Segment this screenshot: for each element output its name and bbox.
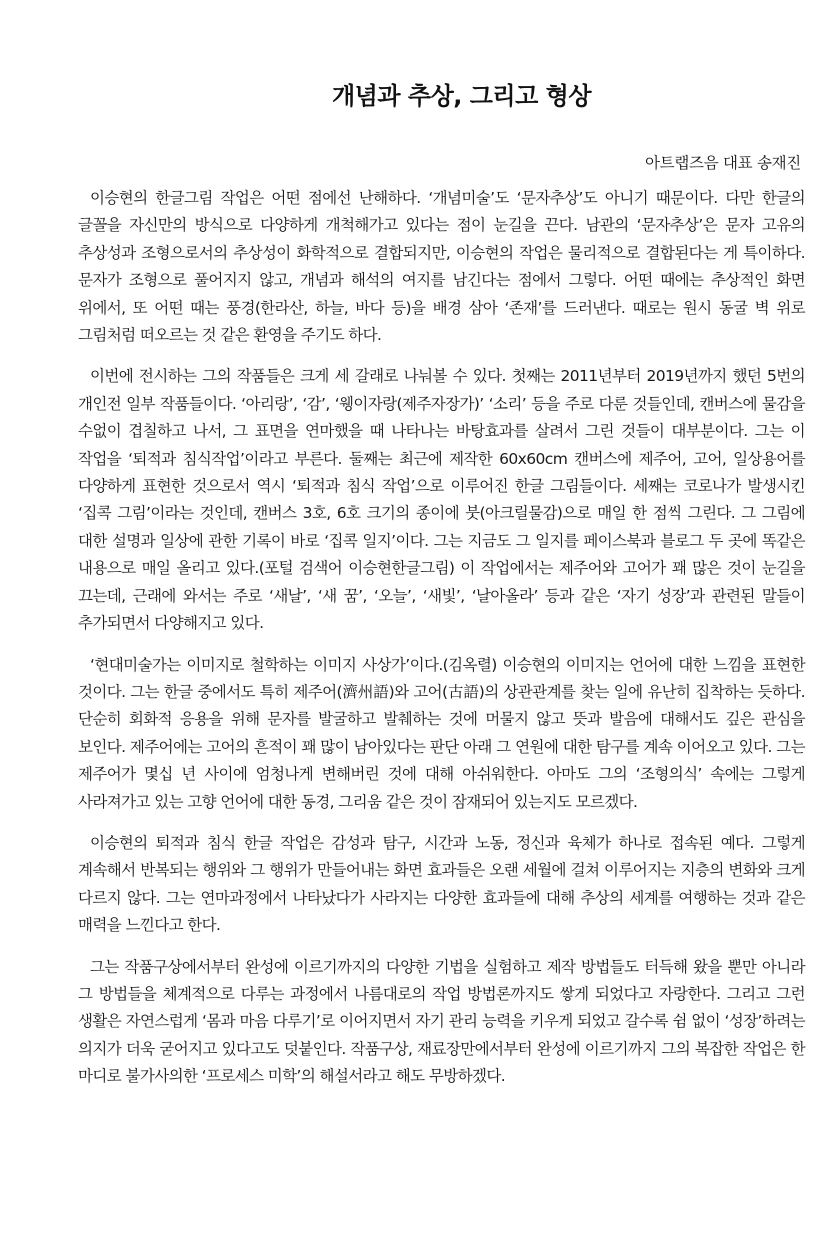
- paragraph-3: ‘현대미술가는 이미지로 철학하는 이미지 사상가’이다.(김옥렬) 이승현의 이미지는 언어에 대한 느낌을 표현한 것이다. 그는 한글 중에서도 특히 제주어(濟州語)와 고어(古語)의 상관관계를 찾는 일에 유난히 집착하는 듯하다. 단순히 회화적 응용을 위해 문자를 발굴하고 발췌하는 것에 머물지 않고 뜻과 발음에 대해서도 깊은 관심을 보인다. 제주어에는 고어의 흔적이 꽤 많이 남아있다는 판단 아래 그 연원에 대한 탐구를 계속 이어오고 있다. 그는 제주어가 몇십 년 사이에 엄청나게 변해버린 것에 대해 아쉬워한다. 아마도 그의 ‘조형의식’ 속에는 그렇게 사라져가고 있는 고향 언어에 대한 동경, 그리움 같은 것이 잠재되어 있는지도 모르겠다.: [78, 655, 805, 811]
- paragraph-5: 그는 작품구상에서부터 완성에 이르기까지의 다양한 기법을 실험하고 제작 방법들도 터득해 왔을 뿐만 아니라 그 방법들을 체계적으로 다루는 과정에서 나름대로의 작업 방법론까지도 쌓게 되었다고 자랑한다. 그리고 그런 생활은 자연스럽게 ‘몸과 마음 다루기’로 이어지면서 자기 관리 능력을 키우게 되었고 갈수록 쉼 없이 ‘성장’하려는 의지가 더욱 굳어지고 있다고도 덧붙인다. 작품구상, 재료장만에서부터 완성에 이르기까지 그의 복잡한 작업은 한 마디로 불가사의한 ‘프로세스 미학’의 해설서라고 해도 무방하겠다.: [78, 957, 805, 1086]
- paragraph-1: 이승현의 한글그림 작업은 어떤 점에선 난해하다. ‘개념미술’도 ‘문자추상’도 아니기 때문이다. 다만 한글의 글꼴을 자신만의 방식으로 다양하게 개척해가고 있다는 점이 눈길을 끈다. 남관의 ‘문자추상’은 문자 고유의 추상성과 조형으로서의 추상성이 화학적으로 결합되지만, 이승현의 작업은 물리적으로 결합된다는 게 특이하다. 문자가 조형으로 풀어지지 않고, 개념과 해석의 여지를 남긴다는 점에서 그렇다. 어떤 때에는 추상적인 화면 위에서, 또 어떤 때는 풍경(한라산, 하늘, 바다 등)을 배경 삼아 ‘존재’를 드러낸다. 때로는 원시 동굴 벽 위로 그림처럼 떠오르는 것 같은 환영을 주기도 하다.: [78, 189, 805, 345]
- paragraph-2: 이번에 전시하는 그의 작품들은 크게 세 갈래로 나눠볼 수 있다. 첫째는 2011년부터 2019년까지 했던 5번의 개인전 일부 작품들이다. ‘아리랑’, ‘감’, ‘웽이자랑(제주자장가)’ ‘소리’ 등을 주로 다룬 것들인데, 캔버스에 물감을 수없이 겹칠하고 나서, 그 표면을 연마했을 때 나타나는 바탕효과를 살려서 그린 것들이 대부분이다. 그는 이 작업을 ‘퇴적과 침식작업’이라고 부른다. 둘째는 최근에 제작한 60x60cm 캔버스에 제주어, 고어, 일상용어를 다양하게 표현한 것으로서 역시 ‘퇴적과 침식 작업’으로 이루어진 한글 그림들이다. 세째는 코로나가 발생시킨 ‘집콕 그림’이라는 것인데, 캔버스 3호, 6호 크기의 종이에 붓(아크릴물감)으로 매일 한 점씩 그린다. 그 그림에 대한 설명과 일상에 관한 기록이 바로 ‘집콕 일지’이다. 그는 지금도 그 일지를 페이스북과 블로그 두 곳에 똑같은 내용으로 매일 올리고 있다.(포털 검색어 이승현한글그림) 이 작업에서는 제주어와 고어가 꽤 많은 것이 눈길을 끄는데, 근래에 와서는 주로 ‘새날’, ‘새 꿈’, ‘오늘’, ‘새빛’, ‘날아올라’ 등과 같은 ‘자기 성장’과 관련된 말들이 추가되면서 다양해지고 있다.: [78, 367, 805, 633]
- author-byline: 아트랩즈음 대표 송재진: [645, 154, 801, 172]
- page-title: 개념과 추상, 그리고 형상: [331, 82, 592, 110]
- paragraph-4: 이승현의 퇴적과 침식 한글 작업은 감성과 탐구, 시간과 노동, 정신과 육체가 하나로 접속된 예다. 그렇게 계속해서 반복되는 행위와 그 행위가 만들어내는 화면 효과들은 오랜 세월에 걸쳐 이루어지는 지층의 변화와 크게 다르지 않다. 그는 연마과정에서 나타났다가 사라지는 다양한 효과들에 대해 추상의 세계를 여행하는 것과 같은 매력을 느낀다고 한다.: [78, 833, 805, 935]
